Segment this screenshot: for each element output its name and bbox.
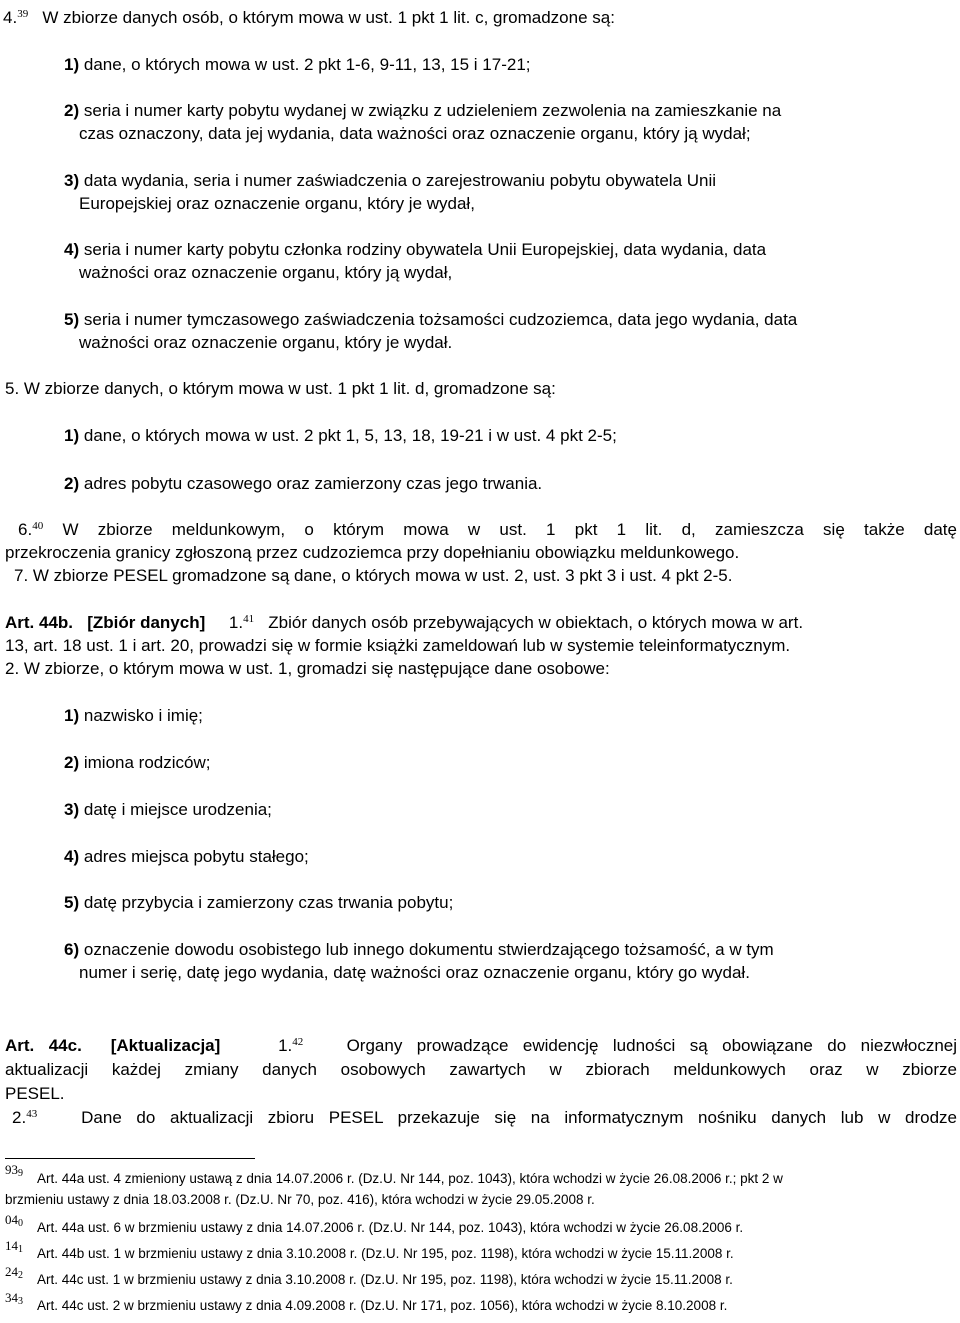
list-item: 1) nazwisko i imię; [64,706,203,725]
list-item-continuation: czas oznaczony, data jej wydania, data ważności oraz oznaczenie organu, który ją wydał; [79,124,751,143]
footnote-ref[interactable]: 39 [17,8,29,20]
list-item: 5) seria i numer tymczasowego zaświadczenia tożsamości cudzoziemca, data jego wydania, data [64,310,798,329]
art-44c-paragraph-1-cont: aktualizacji każdej zmiany danych osobowych zawartych w zbiorach meldunkowych oraz w zbiorze [5,1060,957,1079]
art-44b-paragraph-1-cont: 13, art. 18 ust. 1 i art. 20, prowadzi się w formie książki zameldowań lub w systemie teleinformatycznym. [5,636,791,655]
footnote-mark: $24_2$ [5,1264,23,1281]
list-item: 1) dane, o których mowa w ust. 2 pkt 1-6, 9-11, 13, 15 i 17-21; [64,55,531,74]
article-label: Art. 44b. [5,613,74,632]
list-item: 6) oznaczenie dowodu osobistego lub innego dokumentu stwierdzającego tożsamość, a w tym [64,940,774,959]
list-item-continuation: Europejskiej oraz oznaczenie organu, który je wydał, [79,194,475,213]
footnote-ref[interactable]: 43 [26,1108,38,1120]
list-item: 2) seria i numer karty pobytu wydanej w związku z udzieleniem zezwolenia na zamieszkanie na [64,101,782,120]
list-item-continuation: ważności oraz oznaczenie organu, który je wydał. [79,333,453,352]
footnote-text: Art. 44a ust. 6 w brzmieniu ustawy z dnia 14.07.2006 r. (Dz.U. Nr 144, poz. 1043), która wchodzi w życie 26.08.2006 r. [37,1220,744,1235]
footnote-ref[interactable]: 41 [243,613,255,625]
article-title: [Zbiór danych] [87,613,206,632]
footnote-text: Art. 44c ust. 2 w brzmieniu ustawy z dnia 4.09.2008 r. (Dz.U. Nr 171, poz. 1056), która wchodzi w życie 8.10.2008 r. [37,1298,728,1313]
footnote-mark: $34_3$ [5,1290,23,1307]
art-44c-paragraph-1-end: PESEL. [5,1084,65,1103]
art-44b-paragraph-2: 2. W zbiorze, o którym mowa w ust. 1, gromadzi się następujące dane osobowe: [5,659,610,678]
list-item: 1) dane, o których mowa w ust. 2 pkt 1, 5, 13, 18, 19-21 i w ust. 4 pkt 2-5; [64,426,617,445]
list-item: 5) datę przybycia i zamierzony czas trwania pobytu; [64,893,454,912]
footnote-text: Art. 44b ust. 1 w brzmieniu ustawy z dnia 3.10.2008 r. (Dz.U. Nr 195, poz. 1198), która wchodzi w życie 15.11.2008 r. [37,1246,734,1261]
footnote-mark: $14_1$ [5,1238,23,1255]
art-44c-paragraph-1: Art. 44c. [Aktualizacja] 1.42 Organy prowadzące ewidencję ludności są obowiązane do niezwłocznej [5,1036,958,1055]
list-item: 4) adres miejsca pobytu stałego; [64,847,309,866]
footnote-mark: $04_0$ [5,1212,23,1229]
footnote-text-cont: brzmieniu ustawy z dnia 18.03.2008 r. (Dz.U. Nr 70, poz. 416), która wchodzi w życie 29.05.2008 r. [5,1192,595,1207]
footnote-text: Art. 44c ust. 1 w brzmieniu ustawy z dnia 3.10.2008 r. (Dz.U. Nr 195, poz. 1198), która wchodzi w życie 15.11.2008 r. [37,1272,733,1287]
list-item: 3) datę i miejsce urodzenia; [64,800,272,819]
article-title: [Aktualizacja] [110,1036,221,1055]
list-item: 3) data wydania, seria i numer zaświadczenia o zarejestrowaniu pobytu obywatela Unii [64,171,717,190]
art-44b-paragraph-1: Art. 44b. [Zbiór danych] 1.41 Zbiór danych osób przebywających w obiektach, o których mowa w art. [5,613,804,632]
footnote-mark: $93_9$ [5,1162,23,1179]
list-item: 4) seria i numer karty pobytu członka rodziny obywatela Unii Europejskiej, data wydania, data [64,240,767,259]
footnote-separator [5,1158,255,1159]
article-label: Art. 44c. [5,1036,82,1055]
list-item-continuation: ważności oraz oznaczenie organu, który ją wydał, [79,263,453,282]
section-5-intro: 5. W zbiorze danych, o którym mowa w ust. 1 pkt 1 lit. d, gromadzone są: [5,379,556,398]
list-item: 2) imiona rodziców; [64,753,211,772]
section-6-line-1: 6.40 W zbiorze meldunkowym, o którym mowa w ust. 1 pkt 1 lit. d, zamieszcza się także datę [18,520,957,539]
section-7: 7. W zbiorze PESEL gromadzone są dane, o których mowa w ust. 2, ust. 3 pkt 3 i ust. 4 pkt 2-5. [14,566,733,585]
list-item: 2) adres pobytu czasowego oraz zamierzony czas jego trwania. [64,474,543,493]
section-4-intro: 4.39 W zbiorze danych osób, o którym mowa w ust. 1 pkt 1 lit. c, gromadzone są: [3,8,615,27]
section-6-line-2: przekroczenia granicy zgłoszoną przez cudzoziemca przy dopełnianiu obowiązku meldunkowego. [5,543,740,562]
list-item-continuation: numer i serię, datę jego wydania, datę ważności oraz oznaczenie organu, który go wydał. [79,963,750,982]
footnote-ref[interactable]: 40 [32,520,44,532]
art-44c-paragraph-2: 2.43 Dane do aktualizacji zbioru PESEL przekazuje się na informatycznym nośniku danych lub w drodze [12,1108,957,1127]
footnote-text: Art. 44a ust. 4 zmieniony ustawą z dnia 14.07.2006 r. (Dz.U. Nr 144, poz. 1043), która wchodzi w życie 26.08.2006 r.; pkt 2 w [37,1171,783,1186]
footnote-ref[interactable]: 42 [292,1036,304,1048]
